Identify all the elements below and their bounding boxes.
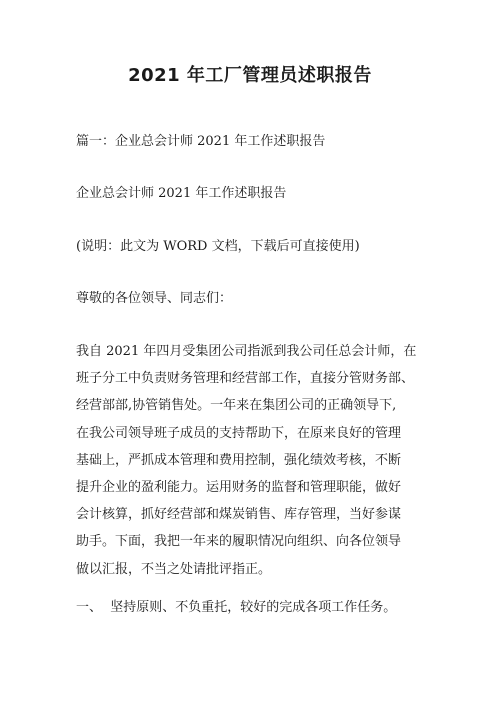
body-line: 做以汇报，不当之处请批评指正。 bbox=[76, 561, 272, 577]
document-subtitle: 企业总会计师 2021 年工作述职报告 bbox=[76, 186, 287, 201]
body-line: 基础上，严抓成本管理和费用控制，强化绩效考核，不断 bbox=[76, 452, 402, 468]
salutation: 尊敬的各位领导、同志们： bbox=[76, 291, 233, 306]
body-line: 在我公司领导班子成员的支持帮助下，在原来良好的管理 bbox=[76, 425, 402, 441]
body-paragraph bbox=[76, 338, 428, 583]
usage-note: (说明：此文为 WORD 文档，下载后可直接使用) bbox=[76, 239, 360, 254]
body-line: 班子分工中负责财务管理和经营部工作，直接分管财务部、 bbox=[76, 371, 415, 387]
body-line: 会计核算，抓好经营部和煤炭销售、库存管理，当好参谋 bbox=[76, 507, 402, 523]
point-one-heading: 一、 坚持原则、不负重托，较好的完成各项工作任务。 bbox=[76, 600, 397, 615]
body-line: 提升企业的盈利能力。运用财务的监督和管理职能，做好 bbox=[76, 480, 402, 496]
body-line: 我自 2021 年四月受集团公司指派到我公司任总会计师，在 bbox=[76, 344, 417, 359]
body-line: 助手。下面，我把一年来的履职情况向组织、向各位领导 bbox=[76, 534, 402, 550]
document-title: 2021 年工厂管理员述职报告 bbox=[128, 65, 372, 86]
body-line: 经营部部,协管销售处。一年来在集团公司的正确领导下, bbox=[76, 398, 397, 414]
section-heading: 篇一：企业总会计师 2021 年工作述职报告 bbox=[76, 134, 326, 149]
